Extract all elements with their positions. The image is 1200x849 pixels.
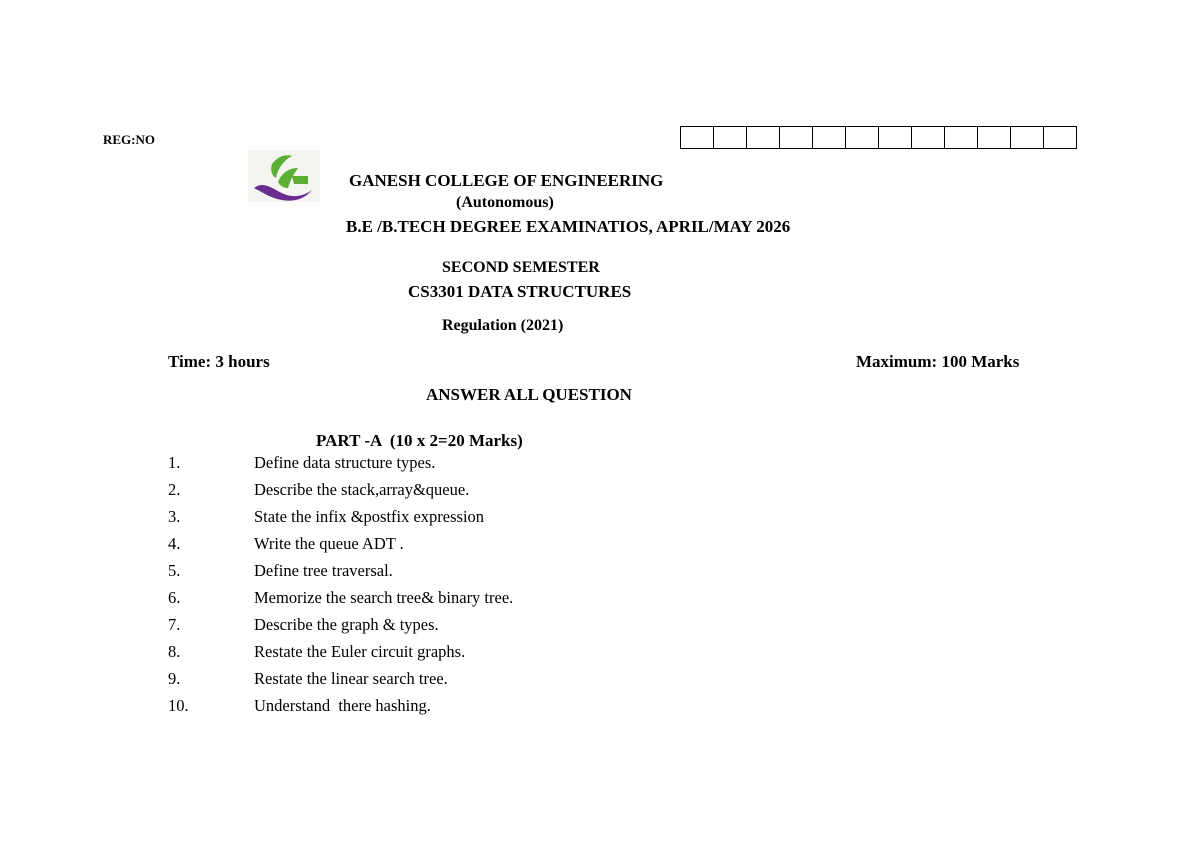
reg-no-boxes: [680, 126, 1077, 149]
reg-no-box: [780, 126, 813, 149]
question-text: Restate the Euler circuit graphs.: [254, 642, 466, 661]
reg-no-box: [1011, 126, 1044, 149]
reg-no-box: [681, 126, 714, 149]
question-text: Define tree traversal.: [254, 561, 393, 580]
reg-no-box: [978, 126, 1011, 149]
reg-no-box: [912, 126, 945, 149]
regulation-label: Regulation (2021): [442, 317, 564, 334]
semester-label: SECOND SEMESTER: [442, 259, 600, 276]
time-label: Time: 3 hours: [168, 352, 270, 371]
course-title: CS3301 DATA STRUCTURES: [408, 282, 632, 301]
question-number: 8.: [168, 642, 181, 661]
exam-title: B.E /B.TECH DEGREE EXAMINATIOS, APRIL/MAY 2026: [346, 217, 791, 236]
question-text: Define data structure types.: [254, 453, 436, 472]
question-text: Memorize the search tree& binary tree.: [254, 588, 514, 607]
question-number: 10.: [168, 696, 189, 715]
question-text: Restate the linear search tree.: [254, 669, 448, 688]
college-logo: [248, 150, 320, 202]
question-text: Describe the graph & types.: [254, 615, 439, 634]
reg-no-box: [747, 126, 780, 149]
question-text: Understand there hashing.: [254, 696, 431, 715]
reg-no-box: [813, 126, 846, 149]
question-number: 6.: [168, 588, 181, 607]
question-text: Write the queue ADT .: [254, 534, 404, 553]
question-text: Describe the stack,array&queue.: [254, 480, 470, 499]
question-number: 7.: [168, 615, 181, 634]
instruction-label: ANSWER ALL QUESTION: [426, 385, 632, 404]
reg-no-label: REG:NO: [103, 132, 155, 147]
reg-no-box: [945, 126, 978, 149]
question-number: 3.: [168, 507, 181, 526]
question-number: 2.: [168, 480, 181, 499]
reg-no-box: [879, 126, 912, 149]
question-number: 4.: [168, 534, 181, 553]
reg-no-box: [714, 126, 747, 149]
max-marks-label: Maximum: 100 Marks: [856, 352, 1020, 371]
college-name: GANESH COLLEGE OF ENGINEERING: [349, 171, 664, 190]
question-number: 9.: [168, 669, 181, 688]
autonomous-label: (Autonomous): [456, 194, 554, 211]
question-text: State the infix &postfix expression: [254, 507, 485, 526]
question-number: 1.: [168, 453, 181, 472]
part-a-title: PART -A (10 x 2=20 Marks): [316, 431, 523, 450]
reg-no-box: [1044, 126, 1077, 149]
reg-no-box: [846, 126, 879, 149]
question-number: 5.: [168, 561, 181, 580]
